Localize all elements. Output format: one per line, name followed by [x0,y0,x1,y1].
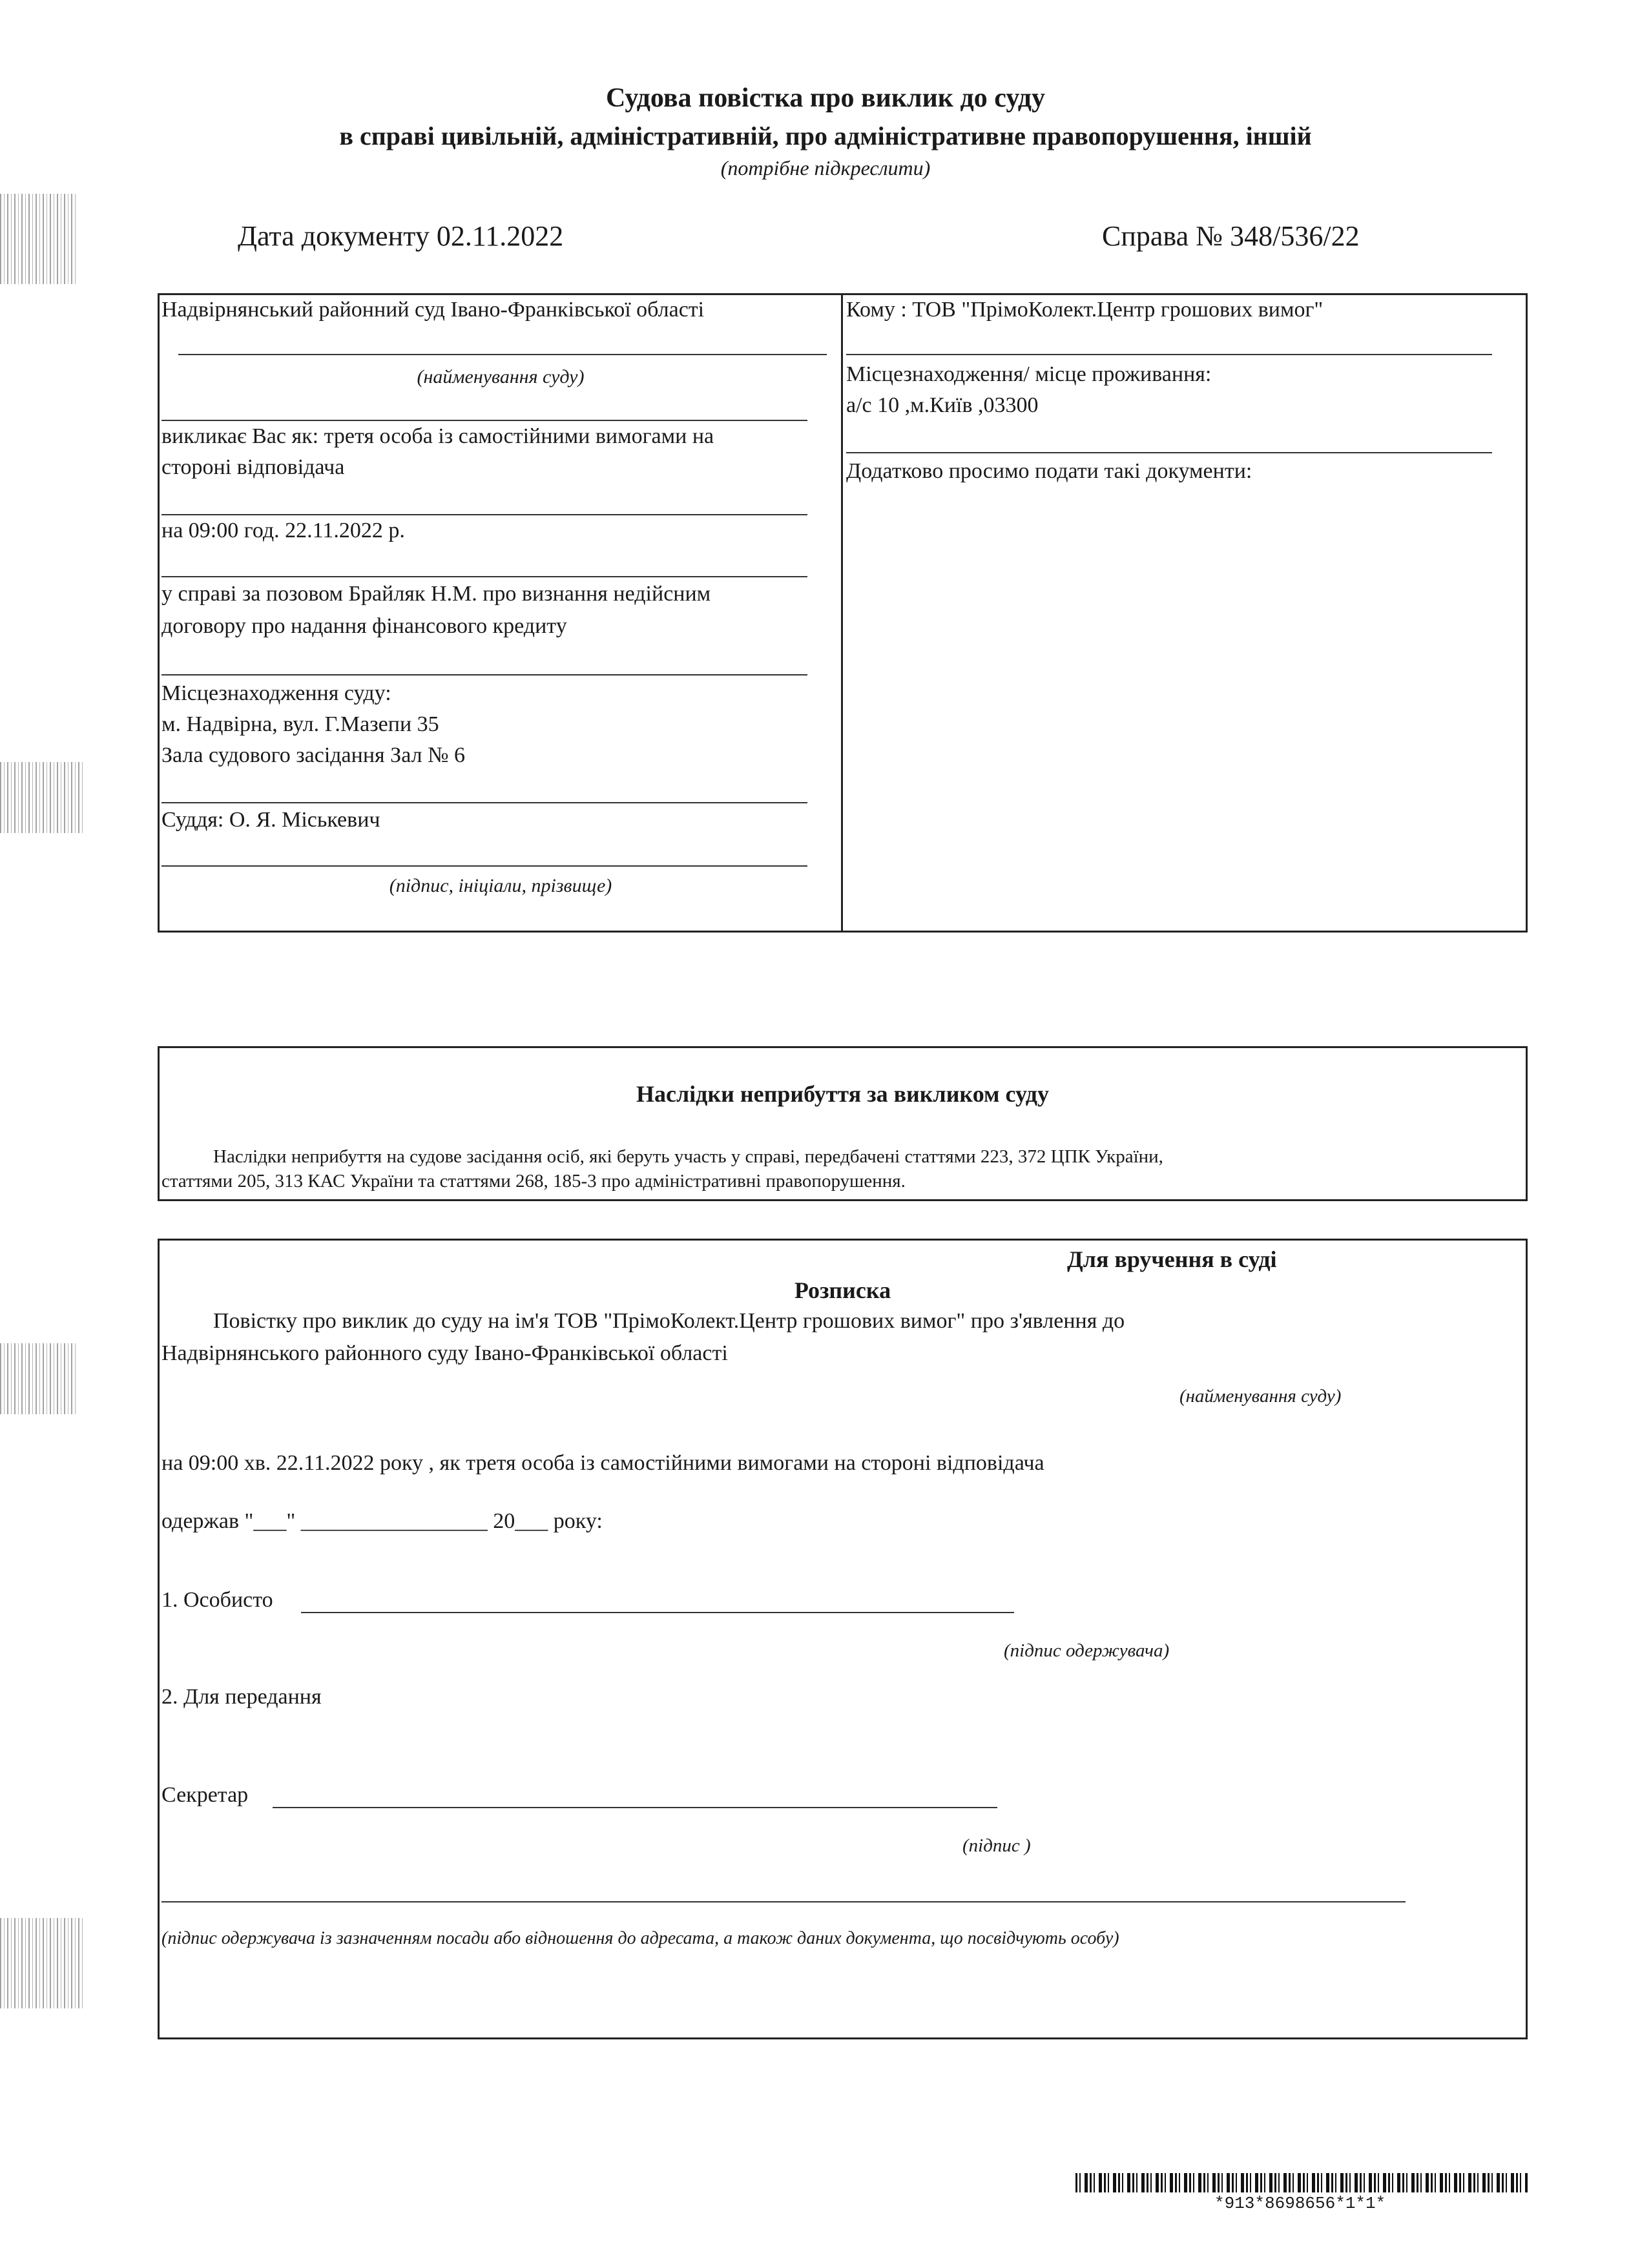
case-number: Справа № 348/536/22 [1102,220,1360,252]
separator-line [161,514,807,515]
judge-signature-caption: (підпис, ініціали, прізвище) [389,875,612,896]
receipt-personally: 1. Особисто [161,1588,273,1612]
personally-signature-line [301,1612,1014,1613]
residence-value: а/с 10 ,м.Київ ,03300 [846,393,1039,417]
residence-label: Місцезнаходження/ місце проживання: [846,362,1212,386]
scan-noise [0,1343,78,1414]
receipt-for-transfer: 2. Для передання [161,1685,322,1709]
residence-line [846,452,1492,453]
receipt-text-line2: Надвірнянського районного суду Івано-Франківської області [161,1341,728,1365]
signature-line [161,865,807,867]
scan-noise [0,1918,84,2008]
receipt-text-line1: Повістку про виклик до суду на ім'я ТОВ "ПрімоКолект.Центр грошових вимог" про з'явлення до [213,1309,1125,1333]
court-hall: Зала судового засідання Зал № 6 [161,743,466,767]
underline-note: (потрібне підкреслити) [720,156,931,180]
page-subtitle: в справі цивільній, адміністративній, про адміністративне правопорушення, іншій [339,121,1312,150]
hearing-time: на 09:00 год. 22.11.2022 р. [161,519,405,542]
receipt-court-caption: (найменування суду) [1179,1386,1342,1407]
consequences-text-line2: статтями 205, 313 КАС України та статтями 268, 185-3 про адміністративні правопорушення. [161,1171,906,1191]
summons-role-line2: стороні відповідача [161,455,345,479]
court-location-label: Місцезнаходження суду: [161,681,391,705]
separator-line [161,420,807,421]
court-name-caption: (найменування суду) [417,366,585,387]
summons-role-line1: викликає Вас як: третя особа із самостійними вимогами на [161,424,714,448]
receipt-title: Розписка [794,1277,891,1303]
barcode [1075,2173,1528,2192]
footer-line [161,1901,1406,1902]
secretary-signature-line [273,1807,997,1808]
receipt-appearance: на 09:00 хв. 22.11.2022 року , як третя особа із самостійними вимогами на стороні відповідача [161,1451,1044,1475]
scan-noise [0,762,84,833]
separator-line [161,802,807,803]
court-delivery-label: Для вручення в суді [1067,1246,1277,1272]
separator-line [161,674,807,675]
receipt-secretary: Секретар [161,1783,249,1807]
case-description-line1: у справі за позовом Брайляк Н.М. про визнання недійсним [161,582,711,606]
page-title: Судова повістка про виклик до суду [606,83,1045,113]
case-description-line2: договору про надання фінансового кредиту [161,614,567,638]
court-address: м. Надвірна, вул. Г.Мазепи 35 [161,712,439,736]
recipient: Кому : ТОВ "ПрімоКолект.Центр грошових вимог" [846,298,1324,322]
consequences-title: Наслідки неприбуття за викликом суду [636,1081,1049,1107]
separator-line [161,576,807,577]
court-name-line [178,354,827,355]
receipt-footer-caption: (підпис одержувача із зазначенням посади або відношення до адресата, а також даних документа, що посвідчують особу) [161,1928,1119,1948]
judge-name: Суддя: О. Я. Міськевич [161,808,380,832]
panel-divider [841,293,843,933]
document-date: Дата документу 02.11.2022 [238,220,564,252]
scan-noise [0,194,78,284]
consequences-text-line1: Наслідки неприбуття на судове засідання осіб, які беруть участь у справі, передбачені статтями 223, 372 ЦПК України, [213,1146,1163,1167]
secretary-signature-caption: (підпис ) [962,1835,1031,1856]
recipient-signature-caption: (підпис одержувача) [1004,1640,1170,1661]
recipient-line [846,354,1492,355]
court-name: Надвірнянський районний суд Івано-Франківської області [161,298,705,322]
barcode-text: *913*8698656*1*1* [1214,2194,1386,2213]
documents-request: Додатково просимо подати такі документи: [846,459,1252,483]
receipt-received: одержав "___" _________________ 20___ року: [161,1509,603,1533]
